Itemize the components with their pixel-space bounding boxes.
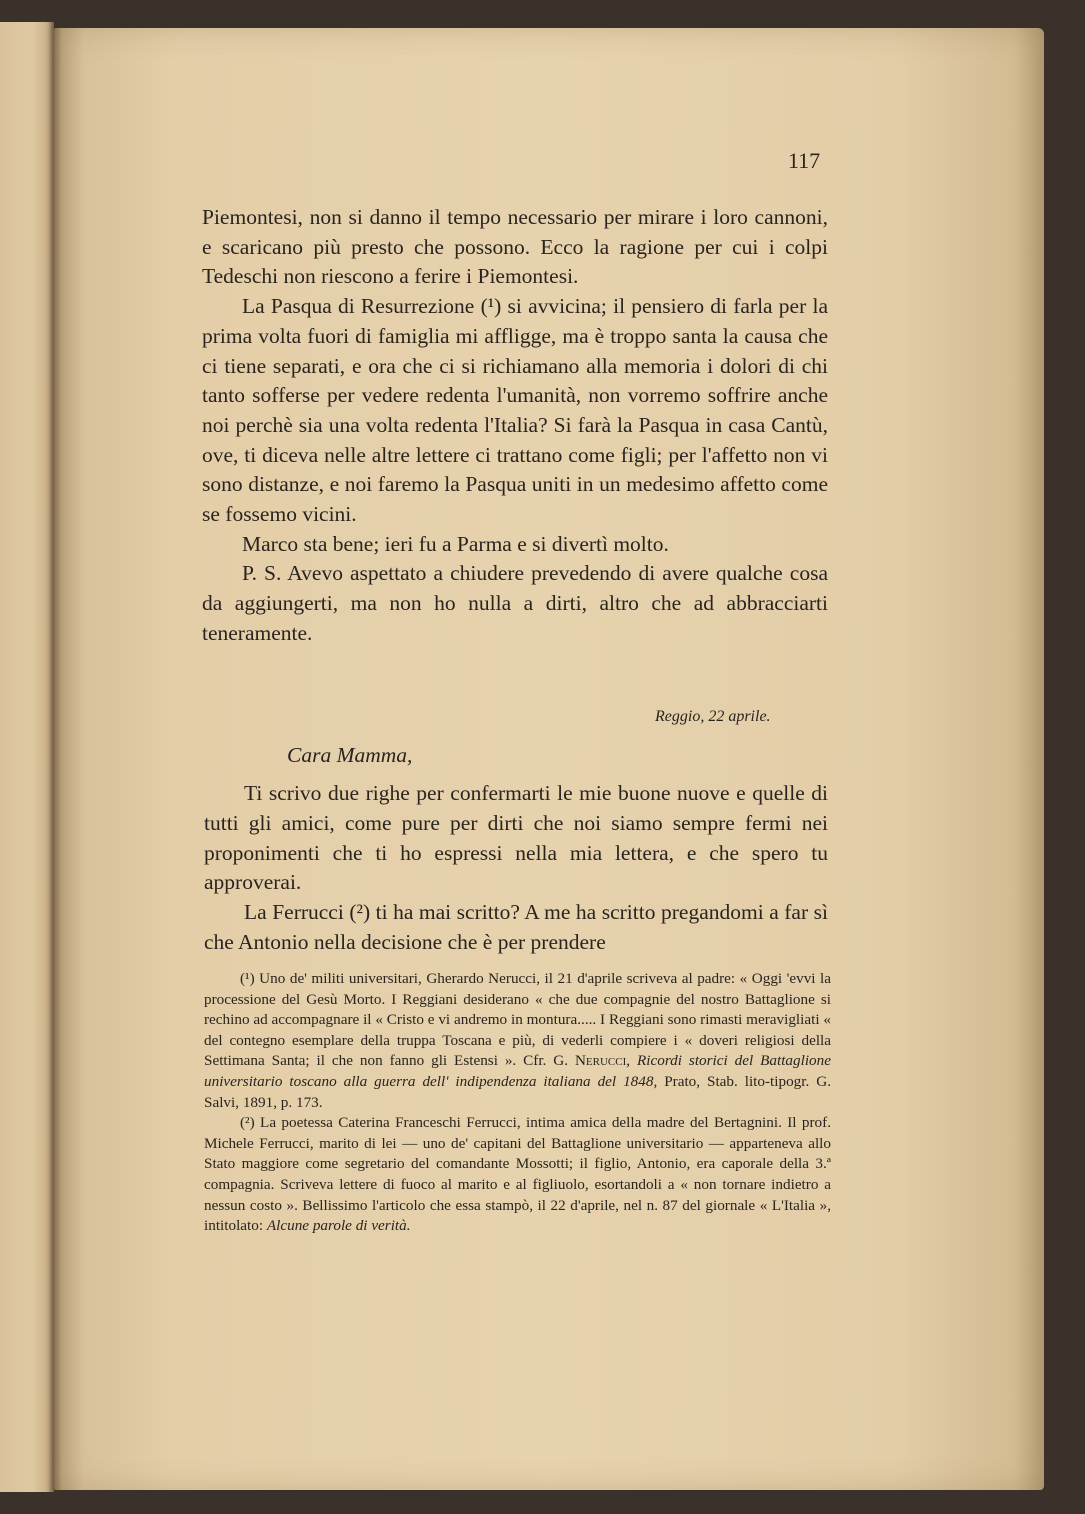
page-number: 117 [788,148,821,173]
main-text [202,203,828,649]
footnote-1 [204,969,831,1113]
spine-shadow [46,22,62,1492]
paragraph-marco: Marco sta bene; ieri fu a Parma e si divertì molto. [242,531,669,556]
footnote-1-citation: , Prato, Stab. lito-tipogr. G. Salvi, 1891, p. 173. [204,1072,832,1111]
footnote-1-separator: , [626,1052,637,1070]
paragraph-continuation: Piemontesi, non si danno il tempo necessario per mirare i loro cannoni, e scaricano più presto che possono. Ecco la ragione per cui i colpi Tedeschi non riescono a ferire i Piemontesi. [202,205,828,289]
footnote-1-text: (¹) Uno de' militi universitari, Gherardo Nerucci, il 21 d'aprile scriveva al padre: « Oggi 'evvi la processione del Gesù Morto. I Reggiani desiderano « che due compagnie del nostro Battaglione si rechino ad accompagnare il « Cristo e vi andremo in montura..... I Reggiani sono rimasti meravigliati « del contegno esemplare della truppa Toscana e più, di vederli compiere i « doveri religiosi della Settimana Santa; il che non fanno gli Estensi ». Cfr. G. [204,970,831,1070]
paragraph-easter: La Pasqua di Resurrezione (¹) si avvicina; il pensiero di farla per la prima volta fuori di famiglia mi affligge, ma è troppo santa la causa che ci tiene separati, e ora che ci si richiamano alla memoria i dolori di chi tanto sofferse per vedere redenta l'umanità, non vorremo soffrire anche noi perchè sia una volta redenta l'Italia? Si farà la Pasqua in casa Cantù, ove, ti diceva nelle altre lettere ci trattano come figli; per l'affetto non vi sono distanze, e noi faremo la Pasqua uniti in un medesimo affetto come se fossemo vicini. [202,294,828,527]
letter-paragraph-1: Ti scrivo due righe per confermarti le mie buone nuove e quelle di tutti gli amici, come pure per dirti che noi siamo sempre fermi nei proponimenti che ti ho espressi nella mia lettera, e che spero tu approverai. [204,781,828,895]
letter-salutation: Cara Mamma, [287,743,413,767]
footnote-2-title: Alcune parole di verità. [266,1217,411,1235]
letter-text [204,779,828,958]
footnote-1-title: Ricordi storici del Battaglione universitario toscano alla guerra dell' indipendenza italiana del 1848 [204,1052,831,1090]
letter-dateline: Reggio, 22 aprile. [655,708,771,725]
footnotes [204,969,831,1237]
letter-paragraph-2: La Ferrucci (²) ti ha mai scritto? A me ha scritto pregandomi a far sì che Antonio nella decisione che è per prendere [204,900,828,954]
footnote-2-text: (²) La poetessa Caterina Franceschi Ferrucci, intima amica della madre del Bertagnini. Il prof. Michele Ferrucci, marito di lei — uno de' capitani del Battaglione universitario — apparteneva allo Stato maggiore come segretario del comandante Mossotti; il figlio, Antonio, era caporale della 3.ª compagnia. Scriveva lettere di fuoco al marito e al figliuolo, esortandoli a « non tornare indietro a nessun costo ». Bellissimo l'articolo che essa stampò, il 22 d'aprile, nel n. 87 del giornale « L'Italia », intitolato: [204,1114,831,1235]
footnote-2 [204,1113,831,1237]
footnote-1-author: Nerucci [574,1052,627,1070]
paragraph-postscript: P. S. Avevo aspettato a chiudere prevedendo di avere qualche cosa da aggiungerti, ma non ho nulla a dirti, altro che ad abbracciarti teneramente. [202,561,828,645]
